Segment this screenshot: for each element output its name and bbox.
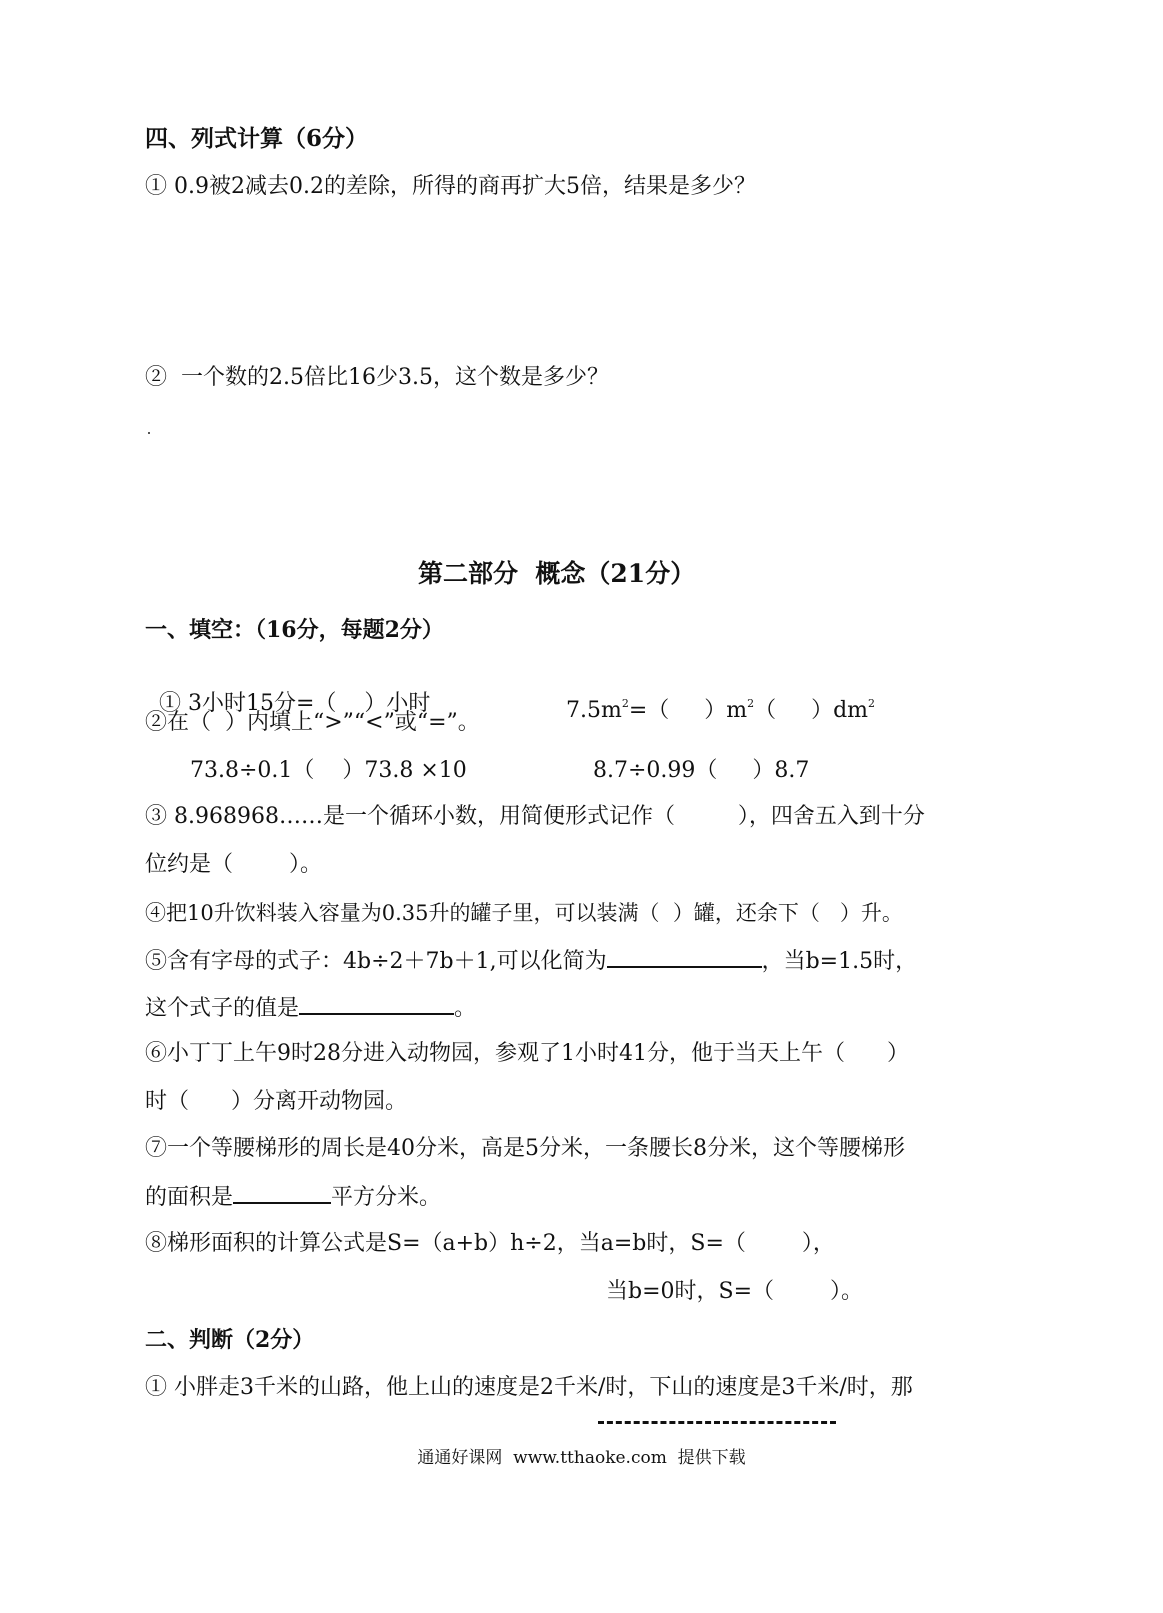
fill-q2-expr-a: 73.8÷0.1（ ）73.8 ×10 xyxy=(190,758,467,783)
fill-q6-line1: ⑥小丁丁上午9时28分进入动物园，参观了1小时41分，他于当天上午（ ） xyxy=(145,1041,909,1066)
fill-q7-text-b: 平方分米。 xyxy=(331,1185,442,1210)
fill-q7-text-a: 的面积是 xyxy=(145,1185,234,1210)
fill-q8-line2: 当b=0时，S=（ ）。 xyxy=(606,1279,863,1304)
fill-q5-line1 xyxy=(145,946,917,976)
fill-q2-expr-b: 8.7÷0.99（ ）8.7 xyxy=(593,758,810,783)
part2-title: 第二部分 概念（21分） xyxy=(418,559,696,588)
answer-blank[interactable] xyxy=(233,1182,331,1204)
fill-q1-area xyxy=(552,662,875,725)
fill-q3-line1: ③ 8.968968……是一个循环小数，用简便形式记作（ ），四舍五入到十分 xyxy=(145,804,925,829)
fill-q5-line2 xyxy=(145,993,476,1023)
fill-q7-line2 xyxy=(145,1182,441,1212)
fill-q1-part-c: =（ ）m xyxy=(628,698,748,723)
fill-q6-line2: 时（ ）分离开动物园。 xyxy=(145,1089,407,1114)
fill-q2-line1: ②在（ ）内填上“>”“<”或“=”。 xyxy=(145,710,480,735)
answer-blank[interactable] xyxy=(607,946,762,968)
fill-q1-part-a: ① 3小时15分=（ ）小时 xyxy=(159,691,431,716)
fill-q5-text-b: ，当b=1.5时， xyxy=(761,949,918,974)
scan-dot xyxy=(148,432,150,434)
answer-blank[interactable] xyxy=(299,993,454,1015)
fill-q1-part-b: 7.5m xyxy=(566,698,622,723)
fill-heading: 一、填空：（16分，每题2分） xyxy=(145,617,444,643)
fill-q7-line1: ⑦一个等腰梯形的周长是40分米，高是5分米，一条腰长8分米，这个等腰梯形 xyxy=(145,1136,905,1161)
section4-question-1: ① 0.9被2减去0.2的差除，所得的商再扩大5倍，结果是多少？ xyxy=(145,174,756,199)
fill-q5-text-d: 。 xyxy=(454,996,477,1021)
fill-q5-text-a: ⑤含有字母的式子：4b÷2＋7b＋1,可以化简为 xyxy=(145,949,607,974)
fill-q1-part-d: （ ）dm xyxy=(754,698,869,723)
section4-question-2: ② 一个数的2.5倍比16少3.5，这个数是多少？ xyxy=(145,365,609,390)
fill-q3-line2: 位约是（ ）。 xyxy=(145,852,322,877)
judge-q1: ① 小胖走3千米的山路，他上山的速度是2千米/时，下山的速度是3千米/时，那 xyxy=(145,1375,913,1400)
superscript: 2 xyxy=(621,697,629,710)
superscript: 2 xyxy=(747,697,755,710)
fill-q4: ④把10升饮料装入容量为0.35升的罐子里，可以装满（ ）罐，还余下（ ）升。 xyxy=(145,901,903,925)
fill-q8-line1: ⑧梯形面积的计算公式是S=（a+b）h÷2，当a=b时，S=（ ）， xyxy=(145,1231,835,1256)
footer-credit: 通通好课网 www.tthaoke.com 提供下载 xyxy=(417,1448,746,1468)
section4-heading: 四、列式计算（6分） xyxy=(145,125,369,152)
superscript: 2 xyxy=(868,697,876,710)
fill-q5-text-c: 这个式子的值是 xyxy=(145,996,300,1021)
judge-heading: 二、判断（2分） xyxy=(145,1327,315,1353)
dashed-divider xyxy=(598,1421,836,1424)
